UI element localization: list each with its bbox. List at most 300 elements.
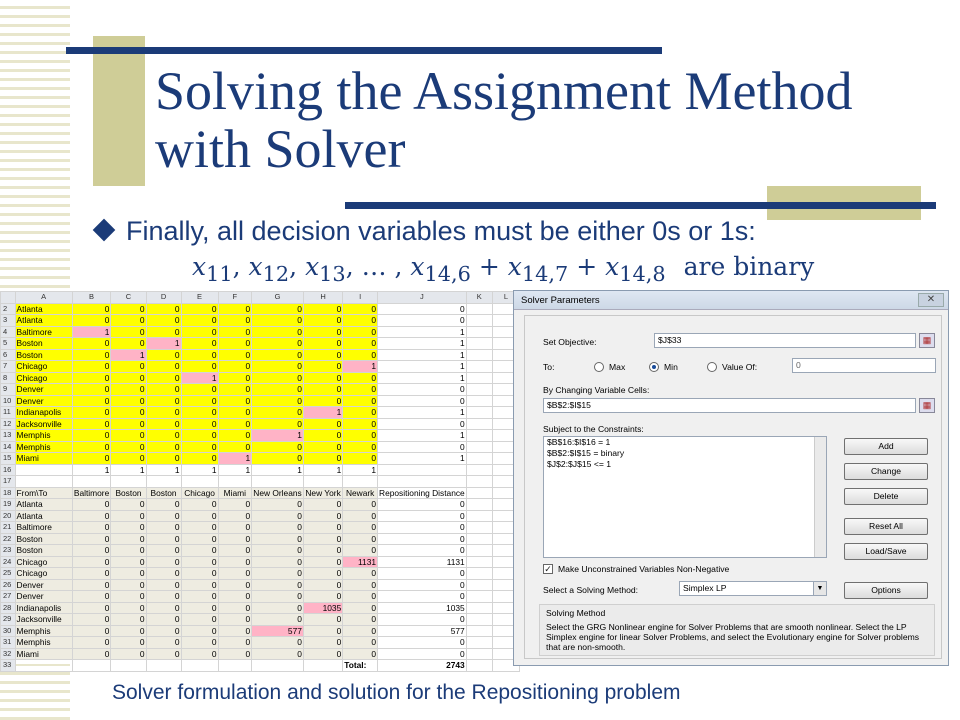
distance-cell[interactable]: 0 <box>111 648 146 660</box>
constraints-list[interactable] <box>543 436 827 558</box>
dialog-titlebar[interactable] <box>514 291 948 310</box>
distance-cell[interactable]: 0 <box>146 545 181 557</box>
constraint-item[interactable]: $B$2:$I$15 = binary <box>547 448 625 458</box>
row-total-cell[interactable]: 0 <box>378 395 467 407</box>
city-cell[interactable]: Denver <box>15 384 72 396</box>
distance-cell[interactable]: 0 <box>72 510 111 522</box>
value-of-radio[interactable] <box>707 362 717 372</box>
decision-cell[interactable]: 0 <box>252 384 304 396</box>
decision-cell[interactable]: 0 <box>72 315 111 327</box>
empty-cell[interactable] <box>181 660 218 672</box>
row-number[interactable]: 11 <box>1 407 16 419</box>
decision-cell[interactable]: 0 <box>146 361 181 373</box>
row-number[interactable]: 6 <box>1 349 16 361</box>
distance-cell[interactable]: 0 <box>218 499 252 511</box>
distance-cell[interactable]: 0 <box>252 533 304 545</box>
distance-cell[interactable]: 0 <box>343 545 378 557</box>
column-header[interactable]: J <box>378 292 467 304</box>
decision-cell[interactable]: 0 <box>303 361 342 373</box>
distance-cell[interactable]: 0 <box>303 499 342 511</box>
decision-cell[interactable]: 0 <box>218 338 252 350</box>
row-total-cell[interactable]: 1 <box>378 453 467 465</box>
close-icon[interactable]: ✕ <box>918 293 944 307</box>
decision-cell[interactable]: 0 <box>252 453 304 465</box>
decision-cell[interactable]: 0 <box>111 326 146 338</box>
decision-cell[interactable]: 0 <box>218 361 252 373</box>
distance-cell[interactable]: 0 <box>181 637 218 649</box>
empty-cell[interactable] <box>466 568 492 580</box>
distance-header-cell[interactable]: New Orleans <box>253 487 302 498</box>
distance-cell[interactable]: 0 <box>252 648 304 660</box>
decision-cell[interactable]: 0 <box>252 349 304 361</box>
decision-cell[interactable]: 0 <box>146 418 181 430</box>
distance-cell[interactable]: 0 <box>181 522 218 534</box>
city-cell[interactable]: Denver <box>15 591 72 603</box>
empty-cell[interactable] <box>466 349 492 361</box>
distance-cell[interactable]: 0 <box>111 510 146 522</box>
distance-cell[interactable]: 0 <box>252 556 304 568</box>
row-number[interactable]: 12 <box>1 418 16 430</box>
distance-cell[interactable]: 0 <box>303 614 342 626</box>
decision-cell[interactable]: 0 <box>343 418 378 430</box>
empty-cell[interactable] <box>15 464 72 476</box>
decision-cell[interactable]: 0 <box>111 395 146 407</box>
column-header[interactable]: F <box>218 292 252 304</box>
empty-cell[interactable] <box>111 660 146 672</box>
decision-cell[interactable]: 0 <box>146 384 181 396</box>
distance-cell[interactable]: 0 <box>72 637 111 649</box>
distance-cell[interactable]: 0 <box>181 591 218 603</box>
distance-cell[interactable]: 0 <box>146 591 181 603</box>
decision-cell[interactable]: 0 <box>343 338 378 350</box>
collapse-dialog-icon[interactable]: ▦ <box>919 398 935 413</box>
decision-cell[interactable]: 0 <box>146 315 181 327</box>
distance-cell[interactable]: 0 <box>218 637 252 649</box>
decision-cell[interactable]: 0 <box>181 326 218 338</box>
decision-cell[interactable]: 0 <box>343 303 378 315</box>
decision-cell[interactable]: 0 <box>111 407 146 419</box>
row-number[interactable]: 26 <box>1 579 16 591</box>
distance-cell[interactable]: 0 <box>343 533 378 545</box>
distance-cell[interactable]: 0 <box>146 568 181 580</box>
decision-cell[interactable]: 0 <box>303 303 342 315</box>
empty-cell[interactable] <box>466 499 492 511</box>
distance-cell[interactable]: 0 <box>111 579 146 591</box>
row-number[interactable]: 29 <box>1 614 16 626</box>
distance-cell[interactable]: 0 <box>72 602 111 614</box>
objective-field[interactable]: $J$33 <box>654 333 916 348</box>
distance-cell[interactable]: 0 <box>218 533 252 545</box>
city-cell[interactable]: Memphis <box>15 625 72 637</box>
empty-cell[interactable] <box>146 660 181 672</box>
decision-cell[interactable]: 0 <box>303 395 342 407</box>
decision-cell[interactable]: 0 <box>343 315 378 327</box>
decision-cell[interactable]: 0 <box>72 384 111 396</box>
empty-cell[interactable] <box>466 487 492 499</box>
distance-cell[interactable]: 0 <box>181 602 218 614</box>
distance-header-cell[interactable]: Chicago <box>181 487 218 499</box>
empty-cell[interactable] <box>466 464 492 476</box>
distance-cell[interactable]: 0 <box>72 648 111 660</box>
row-number[interactable]: 25 <box>1 568 16 580</box>
distance-cell[interactable]: 0 <box>146 556 181 568</box>
constraint-item[interactable]: $B$16:$I$16 = 1 <box>547 437 611 447</box>
decision-cell[interactable]: 1 <box>181 372 218 384</box>
decision-cell[interactable]: 0 <box>252 395 304 407</box>
city-cell[interactable]: Boston <box>15 545 72 557</box>
decision-cell[interactable]: 0 <box>303 430 342 442</box>
empty-cell[interactable] <box>181 476 218 488</box>
column-header[interactable]: A <box>15 292 72 304</box>
distance-cell[interactable]: 0 <box>252 522 304 534</box>
empty-cell[interactable] <box>15 476 72 488</box>
decision-cell[interactable]: 0 <box>343 453 378 465</box>
decision-cell[interactable]: 0 <box>218 384 252 396</box>
empty-cell[interactable] <box>72 660 111 672</box>
row-number[interactable]: 16 <box>1 464 16 476</box>
collapse-dialog-icon[interactable]: ▦ <box>919 333 935 348</box>
city-cell[interactable]: Chicago <box>15 568 72 580</box>
empty-cell[interactable] <box>252 476 304 488</box>
distance-cell[interactable]: 0 <box>303 625 342 637</box>
decision-cell[interactable]: 0 <box>72 303 111 315</box>
decision-cell[interactable]: 0 <box>72 349 111 361</box>
column-sum-cell[interactable]: 1 <box>181 464 218 476</box>
distance-cell[interactable]: 0 <box>303 522 342 534</box>
decision-cell[interactable]: 0 <box>218 441 252 453</box>
city-cell[interactable]: Atlanta <box>15 499 72 511</box>
distance-cell[interactable]: 0 <box>146 625 181 637</box>
row-total-cell[interactable]: 0 <box>378 418 467 430</box>
empty-cell[interactable] <box>466 407 492 419</box>
column-sum-cell[interactable]: 1 <box>72 464 111 476</box>
decision-cell[interactable]: 0 <box>146 326 181 338</box>
empty-cell[interactable] <box>466 637 492 649</box>
row-number[interactable]: 4 <box>1 326 16 338</box>
distance-cell[interactable]: 0 <box>111 545 146 557</box>
decision-cell[interactable]: 0 <box>343 441 378 453</box>
empty-cell[interactable] <box>303 660 342 672</box>
distance-cell[interactable]: 0 <box>252 579 304 591</box>
distance-cell[interactable]: 0 <box>343 637 378 649</box>
row-number[interactable]: 22 <box>1 533 16 545</box>
decision-cell[interactable]: 0 <box>218 395 252 407</box>
distance-cell[interactable]: 0 <box>343 625 378 637</box>
decision-cell[interactable]: 1 <box>146 338 181 350</box>
distance-cell[interactable]: 0 <box>343 510 378 522</box>
decision-cell[interactable]: 1 <box>343 361 378 373</box>
empty-cell[interactable] <box>466 602 492 614</box>
row-number[interactable]: 23 <box>1 545 16 557</box>
decision-cell[interactable]: 0 <box>252 361 304 373</box>
empty-cell[interactable] <box>466 441 492 453</box>
distance-cell[interactable]: 0 <box>303 579 342 591</box>
decision-cell[interactable]: 0 <box>303 384 342 396</box>
distance-cell[interactable]: 0 <box>181 614 218 626</box>
distance-cell[interactable]: 0 <box>72 591 111 603</box>
row-total-cell[interactable]: 1 <box>378 349 467 361</box>
empty-cell[interactable] <box>466 579 492 591</box>
distance-cell[interactable]: 0 <box>343 648 378 660</box>
distance-cell[interactable]: 0 <box>111 625 146 637</box>
distance-cell[interactable]: 0 <box>303 637 342 649</box>
row-total-cell[interactable]: 1 <box>378 326 467 338</box>
distance-cell[interactable]: 0 <box>343 602 378 614</box>
decision-cell[interactable]: 0 <box>146 395 181 407</box>
distance-cell[interactable]: 0 <box>146 522 181 534</box>
decision-cell[interactable]: 0 <box>146 441 181 453</box>
spreadsheet[interactable] <box>0 291 520 670</box>
row-distance-cell[interactable]: 0 <box>378 648 467 660</box>
city-cell[interactable]: Chicago <box>15 556 72 568</box>
row-number[interactable]: 3 <box>1 315 16 327</box>
empty-cell[interactable] <box>466 361 492 373</box>
decision-cell[interactable]: 0 <box>303 338 342 350</box>
empty-cell[interactable] <box>466 326 492 338</box>
decision-cell[interactable]: 0 <box>146 349 181 361</box>
decision-cell[interactable]: 0 <box>146 407 181 419</box>
row-total-cell[interactable]: 0 <box>378 303 467 315</box>
max-radio[interactable] <box>594 362 604 372</box>
row-total-cell[interactable]: 1 <box>378 407 467 419</box>
city-cell[interactable]: Memphis <box>15 441 72 453</box>
distance-cell[interactable]: 0 <box>72 625 111 637</box>
changing-cells-field[interactable]: $B$2:$I$15 <box>543 398 916 413</box>
distance-cell[interactable]: 0 <box>218 648 252 660</box>
decision-cell[interactable]: 0 <box>252 372 304 384</box>
distance-cell[interactable]: 0 <box>72 545 111 557</box>
spreadsheet-grid[interactable] <box>0 291 520 672</box>
column-header[interactable]: K <box>466 292 492 304</box>
row-distance-cell[interactable]: 0 <box>378 545 467 557</box>
distance-cell[interactable]: 0 <box>72 533 111 545</box>
city-cell[interactable]: Indianapolis <box>15 602 72 614</box>
distance-cell[interactable]: 0 <box>111 556 146 568</box>
column-header[interactable]: H <box>303 292 342 304</box>
total-value[interactable]: 2743 <box>378 660 467 672</box>
empty-cell[interactable] <box>111 476 146 488</box>
distance-cell[interactable]: 0 <box>181 499 218 511</box>
row-number[interactable]: 32 <box>1 648 16 660</box>
decision-cell[interactable]: 0 <box>218 303 252 315</box>
column-header[interactable]: G <box>252 292 304 304</box>
row-number[interactable]: 17 <box>1 476 16 488</box>
row-total-cell[interactable]: 1 <box>378 338 467 350</box>
distance-cell[interactable]: 0 <box>72 579 111 591</box>
decision-cell[interactable]: 0 <box>343 430 378 442</box>
decision-cell[interactable]: 0 <box>72 430 111 442</box>
row-number[interactable]: 33 <box>1 660 16 672</box>
row-distance-cell[interactable]: 0 <box>378 591 467 603</box>
distance-cell[interactable]: 0 <box>343 614 378 626</box>
distance-cell[interactable]: 0 <box>303 533 342 545</box>
distance-cell[interactable]: 0 <box>146 510 181 522</box>
decision-cell[interactable]: 0 <box>303 315 342 327</box>
value-of-field[interactable]: 0 <box>792 358 936 373</box>
row-number[interactable]: 31 <box>1 637 16 649</box>
distance-header-cell[interactable]: Repositioning Distance <box>379 487 465 498</box>
decision-cell[interactable]: 0 <box>111 338 146 350</box>
row-total-cell[interactable]: 0 <box>378 384 467 396</box>
distance-cell[interactable]: 0 <box>252 510 304 522</box>
distance-cell[interactable]: 0 <box>111 533 146 545</box>
distance-cell[interactable]: 0 <box>252 637 304 649</box>
distance-cell[interactable]: 0 <box>218 510 252 522</box>
decision-cell[interactable]: 1 <box>303 407 342 419</box>
decision-cell[interactable]: 0 <box>343 326 378 338</box>
column-sum-cell[interactable]: 1 <box>218 464 252 476</box>
distance-cell[interactable]: 0 <box>146 648 181 660</box>
distance-cell[interactable]: 0 <box>252 591 304 603</box>
distance-cell[interactable]: 577 <box>252 625 304 637</box>
row-number[interactable]: 15 <box>1 453 16 465</box>
decision-cell[interactable]: 0 <box>181 338 218 350</box>
decision-cell[interactable]: 0 <box>218 430 252 442</box>
distance-cell[interactable]: 0 <box>303 545 342 557</box>
distance-cell[interactable]: 1131 <box>343 556 378 568</box>
empty-cell[interactable] <box>466 522 492 534</box>
constraints-scrollbar[interactable] <box>814 437 826 557</box>
empty-cell[interactable] <box>466 591 492 603</box>
row-distance-cell[interactable]: 0 <box>378 614 467 626</box>
decision-cell[interactable]: 0 <box>303 372 342 384</box>
row-distance-cell[interactable]: 0 <box>378 522 467 534</box>
decision-cell[interactable]: 0 <box>303 349 342 361</box>
distance-cell[interactable]: 0 <box>303 556 342 568</box>
distance-cell[interactable]: 0 <box>218 602 252 614</box>
empty-cell[interactable] <box>343 476 378 488</box>
decision-cell[interactable]: 0 <box>252 418 304 430</box>
city-cell[interactable]: Indianapolis <box>15 407 72 419</box>
row-distance-cell[interactable]: 0 <box>378 637 467 649</box>
row-number[interactable]: 18 <box>1 487 16 499</box>
decision-cell[interactable]: 0 <box>252 338 304 350</box>
row-distance-cell[interactable]: 0 <box>378 568 467 580</box>
decision-cell[interactable]: 0 <box>72 453 111 465</box>
decision-cell[interactable]: 0 <box>181 303 218 315</box>
row-distance-cell[interactable]: 0 <box>378 499 467 511</box>
decision-cell[interactable]: 0 <box>218 349 252 361</box>
decision-cell[interactable]: 0 <box>252 315 304 327</box>
distance-header-cell[interactable]: From\To <box>15 487 72 499</box>
distance-cell[interactable]: 0 <box>72 522 111 534</box>
city-cell[interactable]: Atlanta <box>15 510 72 522</box>
distance-cell[interactable]: 0 <box>181 579 218 591</box>
empty-cell[interactable] <box>466 430 492 442</box>
decision-cell[interactable]: 0 <box>303 418 342 430</box>
decision-cell[interactable]: 0 <box>72 407 111 419</box>
row-number[interactable]: 13 <box>1 430 16 442</box>
distance-cell[interactable]: 0 <box>252 545 304 557</box>
decision-cell[interactable]: 0 <box>218 326 252 338</box>
distance-cell[interactable]: 0 <box>72 499 111 511</box>
row-number[interactable]: 7 <box>1 361 16 373</box>
empty-cell[interactable] <box>466 303 492 315</box>
row-distance-cell[interactable]: 1035 <box>378 602 467 614</box>
decision-cell[interactable]: 0 <box>181 395 218 407</box>
empty-cell[interactable] <box>303 476 342 488</box>
empty-cell[interactable] <box>466 556 492 568</box>
decision-cell[interactable]: 0 <box>218 372 252 384</box>
total-label[interactable]: Total: <box>343 660 378 672</box>
row-distance-cell[interactable]: 0 <box>378 510 467 522</box>
decision-cell[interactable]: 0 <box>303 326 342 338</box>
decision-cell[interactable]: 0 <box>111 441 146 453</box>
decision-cell[interactable]: 0 <box>146 430 181 442</box>
row-number[interactable]: 5 <box>1 338 16 350</box>
solving-method-select[interactable] <box>679 581 827 596</box>
decision-cell[interactable]: 0 <box>111 372 146 384</box>
decision-cell[interactable]: 0 <box>252 303 304 315</box>
empty-cell[interactable] <box>378 476 467 488</box>
distance-cell[interactable]: 0 <box>181 625 218 637</box>
distance-cell[interactable]: 0 <box>181 510 218 522</box>
distance-cell[interactable]: 0 <box>343 579 378 591</box>
distance-cell[interactable]: 0 <box>218 522 252 534</box>
min-radio[interactable] <box>649 362 659 372</box>
row-total-cell[interactable]: 1 <box>378 372 467 384</box>
decision-cell[interactable]: 0 <box>111 453 146 465</box>
distance-header-cell[interactable]: New York <box>305 487 341 498</box>
distance-cell[interactable]: 0 <box>218 568 252 580</box>
distance-header-cell[interactable]: Miami <box>218 487 252 499</box>
decision-cell[interactable]: 1 <box>252 430 304 442</box>
city-cell[interactable]: Baltimore <box>15 326 72 338</box>
row-number[interactable]: 14 <box>1 441 16 453</box>
row-total-cell[interactable]: 1 <box>378 430 467 442</box>
distance-cell[interactable]: 0 <box>111 568 146 580</box>
row-number[interactable]: 24 <box>1 556 16 568</box>
distance-cell[interactable]: 1035 <box>303 602 342 614</box>
city-cell[interactable]: Jacksonville <box>15 614 72 626</box>
decision-cell[interactable]: 0 <box>218 315 252 327</box>
decision-cell[interactable]: 0 <box>252 441 304 453</box>
nonnegative-checkbox[interactable]: ✓ <box>544 564 552 574</box>
decision-cell[interactable]: 0 <box>72 395 111 407</box>
city-cell[interactable]: Baltimore <box>15 522 72 534</box>
city-cell[interactable]: Memphis <box>15 430 72 442</box>
distance-cell[interactable]: 0 <box>181 533 218 545</box>
row-number[interactable]: 27 <box>1 591 16 603</box>
column-sum-cell[interactable]: 1 <box>303 464 342 476</box>
row-total-cell[interactable]: 0 <box>378 441 467 453</box>
decision-cell[interactable]: 1 <box>111 349 146 361</box>
empty-cell[interactable] <box>218 476 252 488</box>
decision-cell[interactable]: 1 <box>72 326 111 338</box>
column-sum-cell[interactable]: 1 <box>252 464 304 476</box>
distance-cell[interactable]: 0 <box>146 637 181 649</box>
decision-cell[interactable]: 0 <box>181 430 218 442</box>
decision-cell[interactable]: 0 <box>72 361 111 373</box>
decision-cell[interactable]: 0 <box>181 418 218 430</box>
decision-cell[interactable]: 0 <box>111 418 146 430</box>
distance-cell[interactable]: 0 <box>218 625 252 637</box>
distance-cell[interactable]: 0 <box>181 648 218 660</box>
distance-cell[interactable]: 0 <box>343 591 378 603</box>
empty-cell[interactable] <box>466 545 492 557</box>
empty-cell[interactable] <box>72 476 111 488</box>
city-cell[interactable]: Miami <box>15 453 72 465</box>
decision-cell[interactable]: 0 <box>343 384 378 396</box>
column-sum-cell[interactable]: 1 <box>111 464 146 476</box>
distance-cell[interactable]: 0 <box>252 568 304 580</box>
load-save-button[interactable]: Load/Save <box>844 543 928 560</box>
row-number[interactable]: 20 <box>1 510 16 522</box>
distance-cell[interactable]: 0 <box>146 614 181 626</box>
distance-cell[interactable]: 0 <box>252 614 304 626</box>
row-number[interactable]: 10 <box>1 395 16 407</box>
distance-cell[interactable]: 0 <box>303 510 342 522</box>
